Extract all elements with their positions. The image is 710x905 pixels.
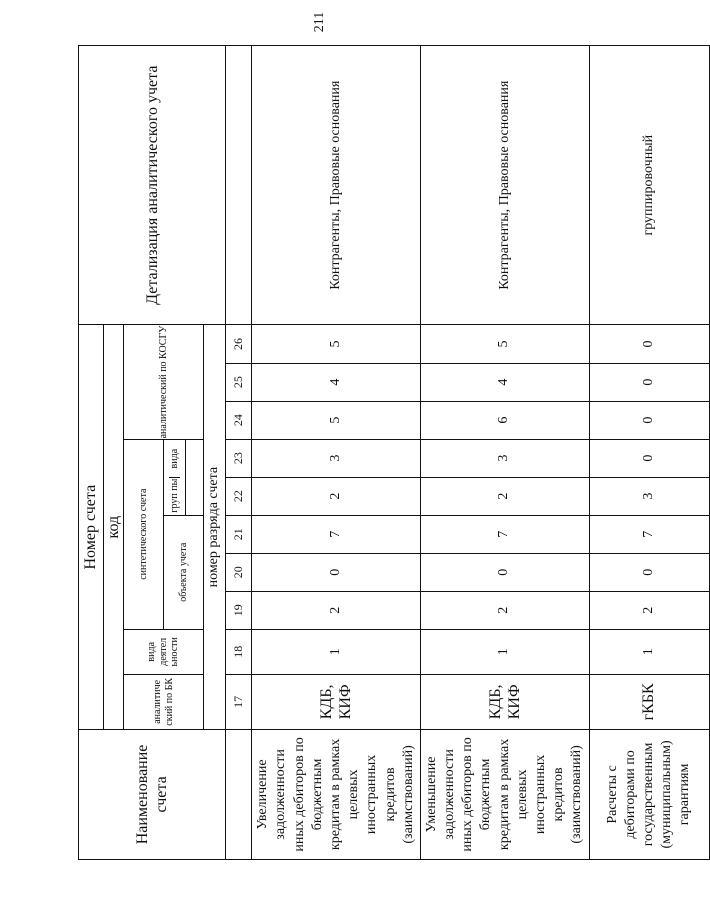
digit-cell: 3 xyxy=(252,439,421,477)
digit-cell: 7 xyxy=(420,515,589,553)
digit-cell: 2 xyxy=(589,591,709,629)
digit-label: 17 xyxy=(226,674,252,729)
detail-cell: Контрагенты, Правовые основания xyxy=(420,46,589,325)
header-account-number: Номер счета xyxy=(79,325,104,729)
digit-cell: 4 xyxy=(420,363,589,401)
digit-label: 25 xyxy=(226,363,252,401)
header-digit-number: номер разряда счета xyxy=(204,325,226,729)
digit-label: 24 xyxy=(226,401,252,439)
table-row xyxy=(589,46,709,860)
digit-cell: 6 xyxy=(420,401,589,439)
page-number: 211 xyxy=(312,11,327,33)
header-detail: Детализация аналитического учета xyxy=(79,46,226,325)
table-row xyxy=(252,46,421,860)
digit-label: 21 xyxy=(226,515,252,553)
digit-cell: 2 xyxy=(420,477,589,515)
digit-cell: 1 xyxy=(420,629,589,674)
digit-cell: 0 xyxy=(589,553,709,591)
digit-cell: 5 xyxy=(252,325,421,363)
digit-label: 23 xyxy=(226,439,252,477)
digit-label: 18 xyxy=(226,629,252,674)
digit-cell: 3 xyxy=(589,477,709,515)
detail-cell: Контрагенты, Правовые основания xyxy=(252,46,421,325)
digit-cell: 7 xyxy=(252,515,421,553)
header-code: код xyxy=(104,325,124,729)
header-accounting-object: объекта учета xyxy=(164,515,204,629)
detail-cell: группировочный xyxy=(589,46,709,325)
header-analytical-bk: аналитиче ский по БК xyxy=(124,674,204,729)
chart-of-accounts-table xyxy=(78,45,710,860)
header-synthetic: синтетического счета xyxy=(124,439,164,629)
rotated-table-wrapper xyxy=(78,45,693,860)
account-name-cell: Уменьшение задолженности иных дебиторов по бюджетным кредитам в рамках целевых иностранных кредитов (заимствований) xyxy=(420,729,589,859)
header-group: груп пы xyxy=(168,478,180,513)
table-row xyxy=(420,46,589,860)
digit-cell: 0 xyxy=(589,401,709,439)
digit-cell: 0 xyxy=(589,439,709,477)
digit-cell: 2 xyxy=(252,477,421,515)
header-activity-type: вида деятел ьности xyxy=(124,629,204,674)
digits-blank-left xyxy=(226,729,252,859)
digits-header-row xyxy=(226,46,252,860)
digit-cell: 0 xyxy=(252,553,421,591)
account-name-cell: Увеличение задолженности иных дебиторов по бюджетным кредитам в рамках целевых иностранных кредитов (заимствований) xyxy=(252,729,421,859)
digit-cell: 7 xyxy=(589,515,709,553)
header-group-type xyxy=(164,439,186,515)
header-analytical-kosgu: аналитический по КОСГУ xyxy=(124,325,204,439)
digit-cell: 2 xyxy=(252,591,421,629)
digit-cell: 5 xyxy=(420,325,589,363)
digit-cell: 0 xyxy=(589,363,709,401)
header-row-1 xyxy=(79,46,104,860)
digit-cell: 1 xyxy=(589,629,709,674)
digit-cell: 3 xyxy=(420,439,589,477)
digit-cell: 2 xyxy=(420,591,589,629)
digit-cell: 0 xyxy=(420,553,589,591)
digit-label: 26 xyxy=(226,325,252,363)
digit-cell: 0 xyxy=(589,325,709,363)
digit-label: 20 xyxy=(226,553,252,591)
bk-cell: КДБ, КИФ xyxy=(252,674,421,729)
digits-blank-right xyxy=(226,46,252,325)
digit-label: 19 xyxy=(226,591,252,629)
header-account-name: Наименование счета xyxy=(79,729,226,859)
header-group-type-blank xyxy=(186,439,204,515)
bk-cell: КДБ, КИФ xyxy=(420,674,589,729)
digit-cell: 4 xyxy=(252,363,421,401)
bk-cell: гКБК xyxy=(589,674,709,729)
digit-label: 22 xyxy=(226,477,252,515)
digit-cell: 1 xyxy=(252,629,421,674)
header-type: вида xyxy=(169,441,181,478)
digit-cell: 5 xyxy=(252,401,421,439)
account-name-cell: Расчеты с дебиторами по государственным (муниципальным) гарантиям xyxy=(589,729,709,859)
